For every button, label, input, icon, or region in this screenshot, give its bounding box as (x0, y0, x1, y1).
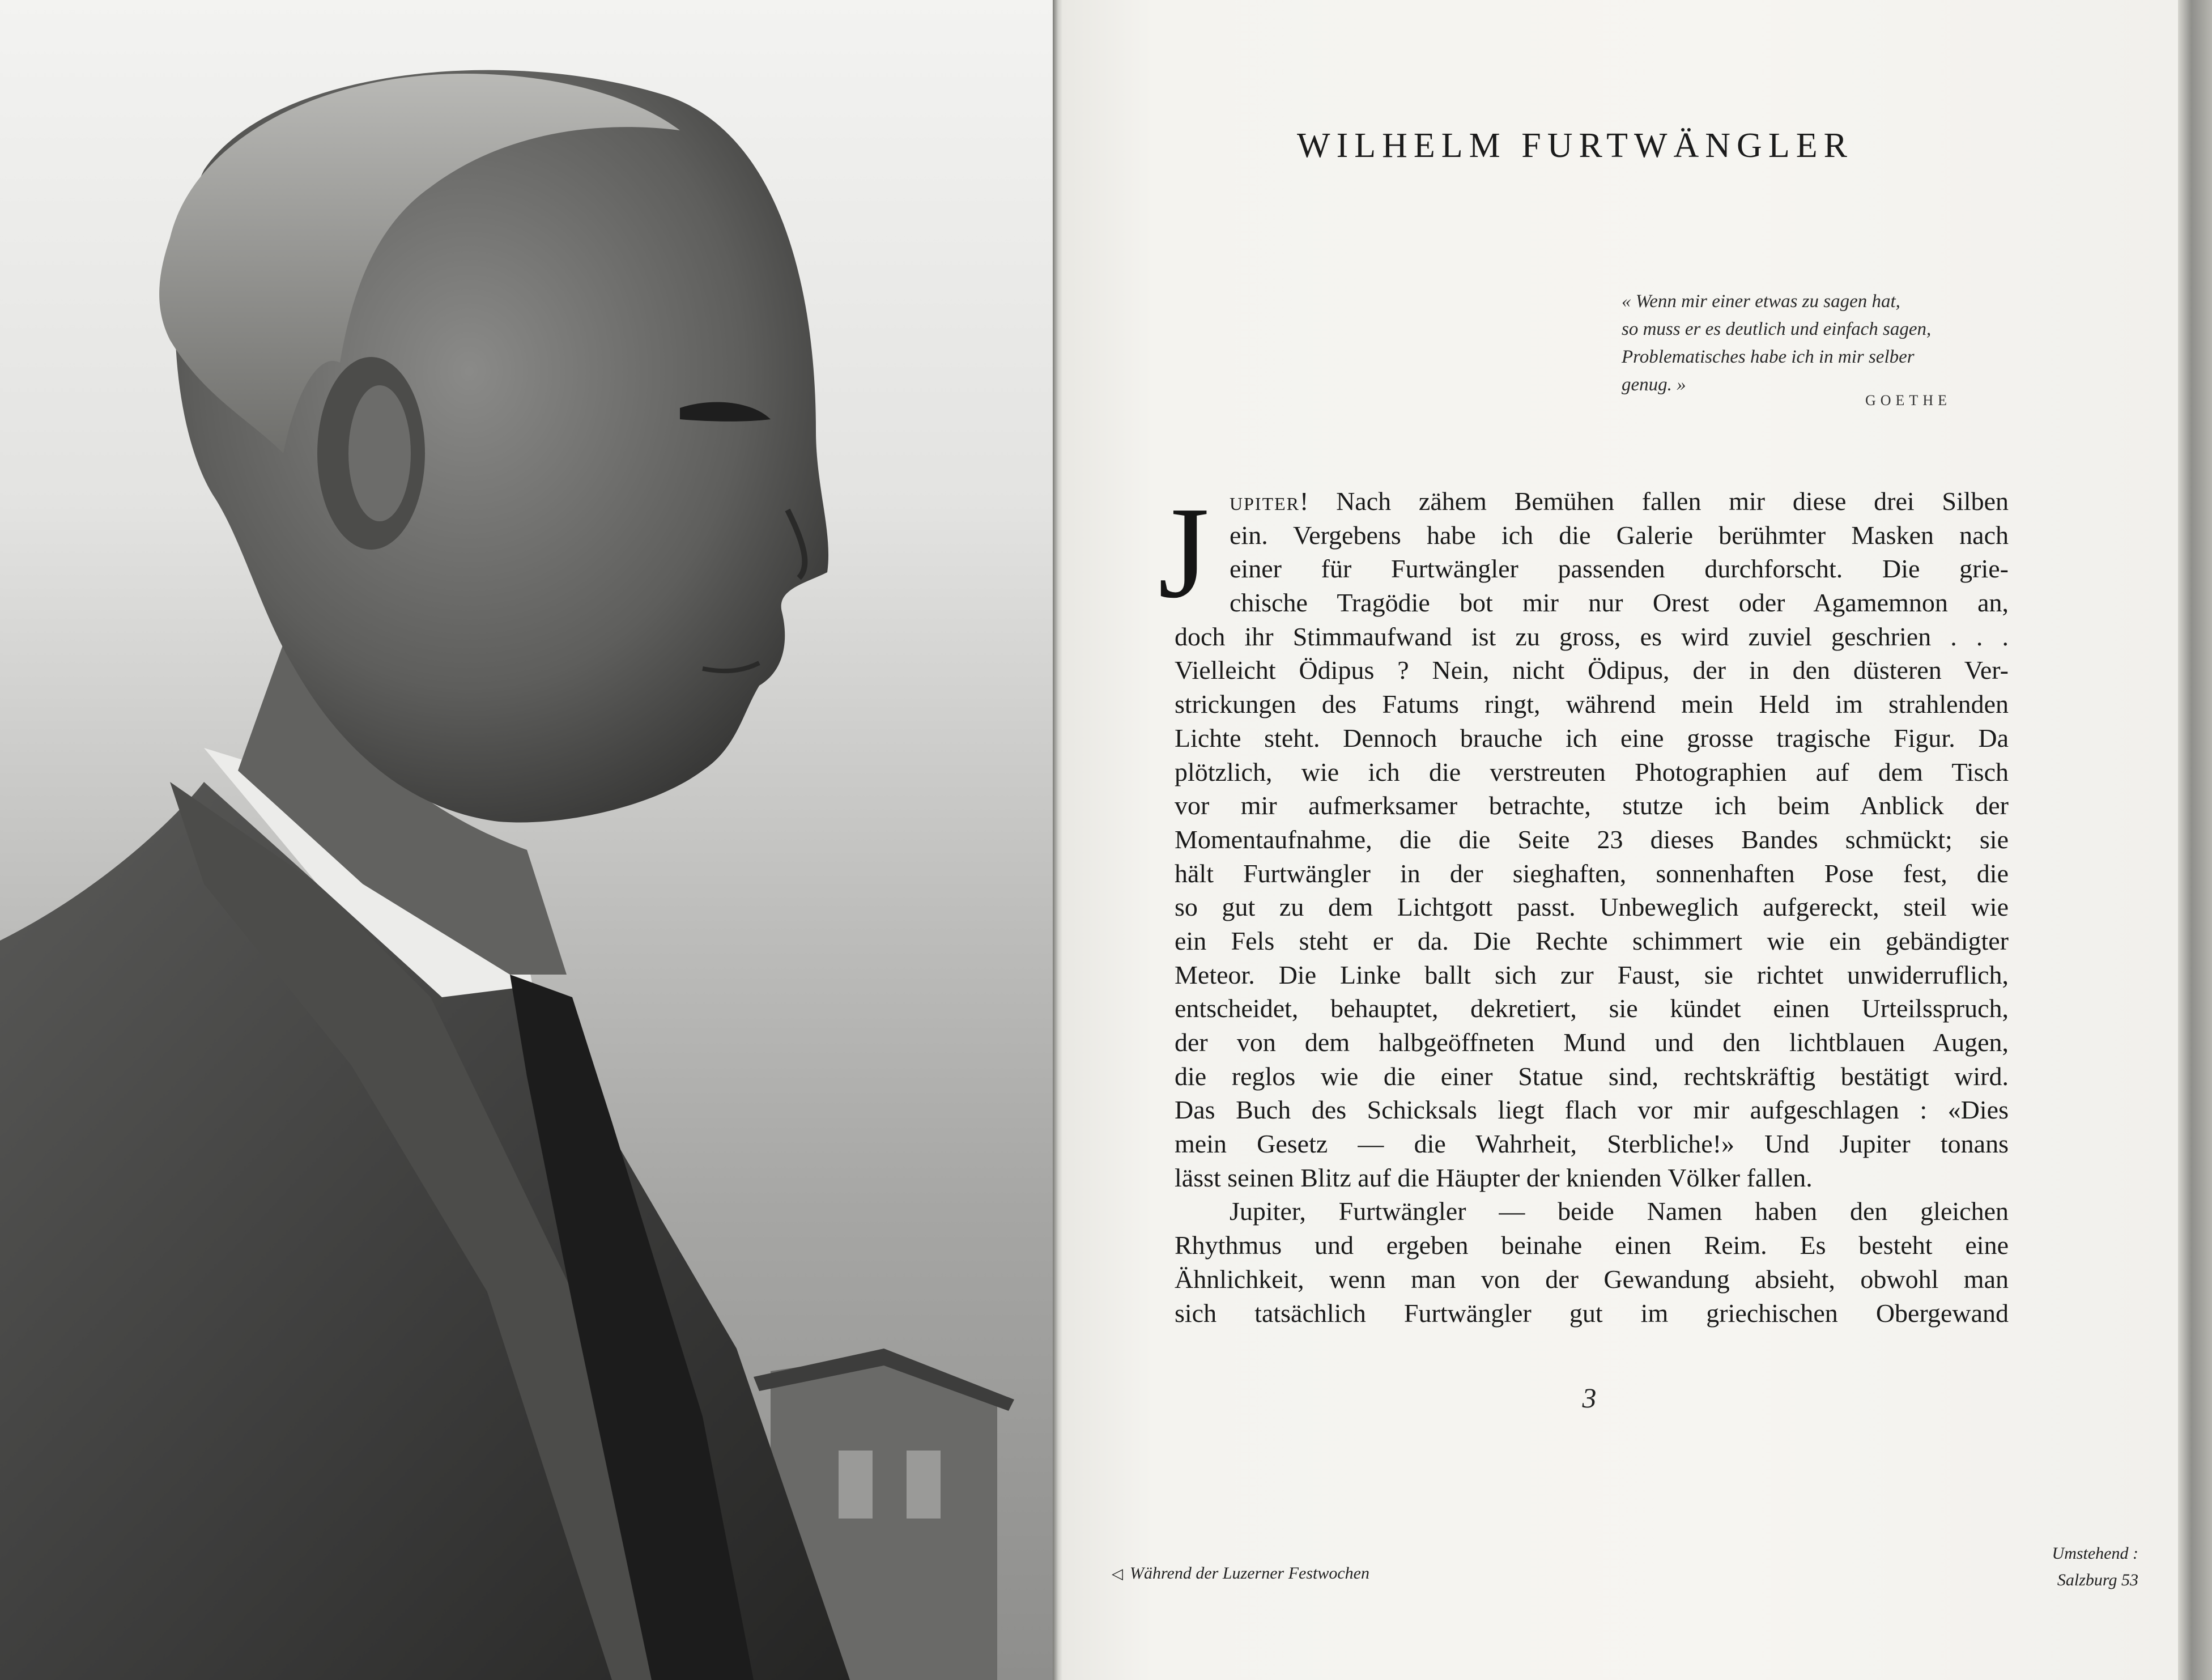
body-line: strickungen des Fatums ringt, während mein Held im strahlenden (1175, 690, 2009, 719)
body-line: die reglos wie die einer Statue sind, rechtskräftig bestätigt wird. (1175, 1061, 2009, 1091)
body-line: Jupiter, Furtwängler — beide Namen haben den gleichen (1230, 1197, 2009, 1226)
body-line: ein. Vergebens habe ich die Galerie berühmter Masken nach (1230, 520, 2009, 550)
portrait-photo (0, 0, 1053, 1680)
body-line: einer für Furtwängler passenden durchforscht. Die grie- (1230, 554, 2009, 584)
next-page-label: Umstehend : (2052, 1544, 2138, 1563)
page-edge (2178, 0, 2212, 1680)
body-line: sich tatsächlich Furtwängler gut im griechischen Obergewand (1175, 1298, 2009, 1328)
body-line: Ähnlichkeit, wenn man von der Gewandung absieht, obwohl man (1175, 1264, 2009, 1294)
photo-caption (1112, 1564, 1369, 1583)
body-line: lässt seinen Blitz auf die Häupter der knienden Völker fallen. (1175, 1163, 1813, 1192)
epigraph-line: « Wenn mir einer etwas zu sagen hat, (1622, 291, 1900, 312)
first-word: upiter (1230, 487, 1300, 516)
epigraph-author: GOETHE (1865, 392, 1951, 409)
next-page-note (1983, 1540, 2138, 1593)
body-line: hält Furtwängler in der sieghaften, sonnenhaften Pose fest, die (1175, 858, 2009, 888)
body-line: mein Gesetz — die Wahrheit, Sterbliche!» Und Jupiter tonans (1175, 1129, 2009, 1159)
page-number: 3 (1582, 1382, 1597, 1414)
body-line: der von dem halbgeöffneten Mund und den lichtblauen Augen, (1175, 1028, 2009, 1057)
epigraph-line: Problematisches habe ich in mir selber (1622, 347, 1915, 367)
body-line: Meteor. Die Linke ballt sich zur Faust, sie richtet unwiderruflich, (1175, 960, 2009, 989)
body-line: Das Buch des Schicksals liegt flach vor mir aufgeschlagen : «Dies (1175, 1095, 2009, 1125)
body-line: doch ihr Stimmaufwand ist zu gross, es wird zuviel geschrien . . . (1175, 622, 2009, 651)
epigraph (1622, 288, 1973, 399)
body-line: Vielleicht Ödipus ? Nein, nicht Ödipus, der in den düsteren Ver- (1175, 656, 2009, 685)
epigraph-line: so muss er es deutlich und einfach sagen, (1622, 319, 1932, 339)
body-line: Rhythmus und ergeben beinahe einen Reim. Es besteht eine (1175, 1231, 2009, 1260)
next-page-reference: Salzburg 53 (2057, 1571, 2138, 1589)
chapter-title: WILHELM FURTWÄNGLER (1297, 126, 1853, 165)
epigraph-line: genug. » (1622, 375, 1686, 395)
photo-caption-text: Während der Luzerner Festwochen (1130, 1564, 1369, 1583)
book-gutter (1053, 0, 1063, 1680)
body-line: upiter! Nach zähem Bemühen fallen mir diese drei Silben (1230, 487, 2009, 516)
body-line: so gut zu dem Lichtgott passt. Unbeweglich aufgereckt, steil wie (1175, 892, 2009, 922)
body-line: vor mir aufmerksamer betrachte, stutze ich beim Anblick der (1175, 791, 2009, 820)
body-text (1175, 484, 2009, 1330)
body-line: Lichte steht. Dennoch brauche ich eine grosse tragische Figur. Da (1175, 723, 2009, 752)
body-line: entscheidet, behauptet, dekretiert, sie kündet einen Urteilsspruch, (1175, 994, 2009, 1023)
triangle-left-icon: ◁ (1112, 1566, 1123, 1582)
portrait-illustration (0, 0, 1053, 1680)
body-line: ein Fels steht er da. Die Rechte schimmert wie ein gebändigter (1175, 926, 2009, 955)
body-line: chische Tragödie bot mir nur Orest oder Agamemnon an, (1230, 588, 2009, 618)
drop-cap: J (1158, 480, 1210, 626)
body-line: plötzlich, wie ich die verstreuten Photographien auf dem Tisch (1175, 757, 2009, 786)
body-line: Momentaufnahme, die die Seite 23 dieses Bandes schmückt; sie (1175, 824, 2009, 854)
